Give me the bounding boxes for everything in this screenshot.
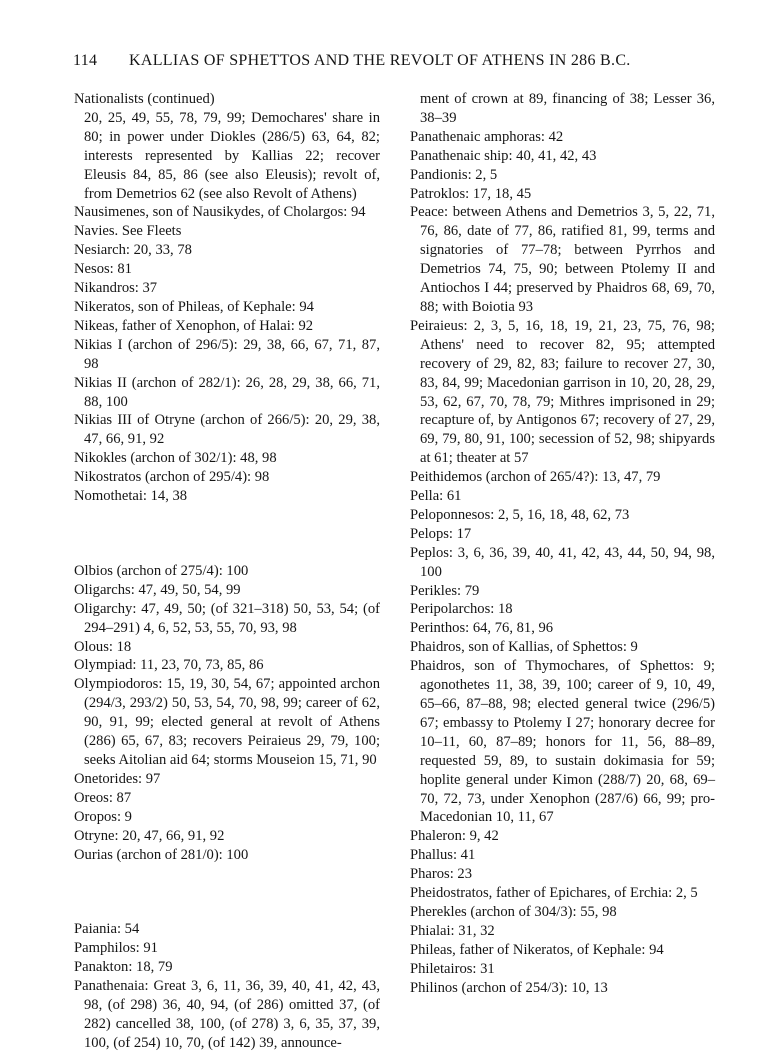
index-entry: Navies. See Fleets <box>74 223 182 240</box>
index-entry: Philetairos: 31 <box>410 960 495 977</box>
index-entry: Phaleron: 9, 42 <box>410 828 499 845</box>
index-entry: Nomothetai: 14, 38 <box>74 488 188 505</box>
index-entry: Panakton: 18, 79 <box>74 959 173 976</box>
index-entry: Nikias III of Otryne (archon of 266/5): 20, 29, 38, 47, 66, 91, 92 <box>74 412 380 448</box>
index-entry: Otryne: 20, 47, 66, 91, 92 <box>74 827 225 844</box>
letter-group-divider <box>74 506 380 562</box>
index-entry: Onetorides: 97 <box>74 770 161 787</box>
index-entry: Olous: 18 <box>74 638 132 655</box>
index-entry: Nikeratos, son of Phileas, of Kephale: 94 <box>74 298 314 315</box>
index-entry: Patroklos: 17, 18, 45 <box>410 185 532 202</box>
index-entry: Pella: 61 <box>410 488 462 505</box>
index-entry: Nationalists (continued) <box>74 91 215 107</box>
index-entry-continuation: 20, 25, 49, 55, 78, 79, 99; Demochares' share in 80; in power under Diokles (286/5) 63, 64, 82; interests represented by Kallias 22; recover Eleusis 84, 85, 86 (see also Eleusis); revolt of, from Demetrios 62 (see also Revolt of Athens) <box>84 109 380 202</box>
index-entry: Nikandros: 37 <box>74 280 158 297</box>
index-entry: Panathenaia: Great 3, 6, 11, 36, 39, 40, 41, 42, 43, 98, (of 298) 36, 40, 94, (of 286) omitted 37, (of 282) cancelled 38, 100, (of 278) 3, 6, 35, 37, 39, 100, (of 254) 10, 70, (of 142) 39, announce- <box>74 978 380 1051</box>
index-entry: Nikias II (archon of 282/1): 26, 28, 29, 38, 66, 71, 88, 100 <box>74 374 380 410</box>
index-entry: Phileas, father of Nikeratos, of Kephale: 94 <box>410 941 664 958</box>
index-entry: Peiraieus: 2, 3, 5, 16, 18, 19, 21, 23, 75, 76, 98; Athens' need to recover 82, 95; attempted recovery of 29, 82, 83; failure to recover 27, 30, 83, 84, 99; Macedonian garrison in 10, 20, 28, 29, 53, 62, 67, 70, 78, 79; Mithres imprisoned in 29; recapture of, by Antigonos 67; recovery of 27, 29, 69, 79, 80, 91, 100; secession of 52, 98; shipyards at 61; theater at 57 <box>410 317 715 467</box>
index-entry-continuation: ment of crown at 89, financing of 38; Lesser 36, 38–39 <box>420 91 715 126</box>
running-title: KALLIAS OF SPHETTOS AND THE REVOLT OF ATHENS IN 286 B.C. <box>129 52 631 69</box>
index-entry: Pamphilos: 91 <box>74 940 158 957</box>
index-entry: Nikeas, father of Xenophon, of Halai: 92 <box>74 317 314 334</box>
index-entry: Ourias (archon of 281/0): 100 <box>74 846 249 863</box>
index-entry: Oropos: 9 <box>74 808 132 825</box>
index-entry: Paiania: 54 <box>74 921 140 938</box>
index-entry: Olympiad: 11, 23, 70, 73, 85, 86 <box>74 657 264 674</box>
index-entry: Nikostratos (archon of 295/4): 98 <box>74 469 270 486</box>
index-entry: Peripolarchos: 18 <box>410 601 513 618</box>
index-entry: Nesiarch: 20, 33, 78 <box>74 242 192 259</box>
index-entry: Perinthos: 64, 76, 81, 96 <box>410 620 554 637</box>
index-entry: Nikias I (archon of 296/5): 29, 38, 66, 67, 71, 87, 98 <box>74 336 380 372</box>
letter-group-divider <box>74 864 380 920</box>
index-entry: Olympiodoros: 15, 19, 30, 54, 67; appointed archon (294/3, 293/2) 50, 53, 54, 70, 98, 99; career of 62, 90, 91, 99; elected general at revolt of Athens (286) 65, 67, 83; recovers Peiraieus 29, 79, 100; seeks Aitolian aid 64; storms Mouseion 15, 71, 90 <box>74 676 380 768</box>
index-entry: Oligarchs: 47, 49, 50, 54, 99 <box>74 581 241 598</box>
index-entry: Phallus: 41 <box>410 847 476 864</box>
index-entry: Peloponnesos: 2, 5, 16, 18, 48, 62, 73 <box>410 506 630 523</box>
index-entry: Oligarchy: 47, 49, 50; (of 321–318) 50, 53, 54; (of 294–291) 4, 6, 52, 53, 55, 70, 93, 98 <box>74 600 380 636</box>
index-entry: Oreos: 87 <box>74 789 132 806</box>
index-column-left <box>74 90 380 1053</box>
index-entry: Phaidros, son of Kallias, of Sphettos: 9 <box>410 639 638 656</box>
index-entry: Olbios (archon of 275/4): 100 <box>74 562 249 579</box>
index-entry: Pharos: 23 <box>410 866 473 883</box>
index-entry: Nausimenes, son of Nausikydes, of Cholargos: 94 <box>74 204 366 221</box>
index-entry: Perikles: 79 <box>410 582 480 599</box>
index-entry: Philinos (archon of 254/3): 10, 13 <box>410 979 608 996</box>
index-entry: Pherekles (archon of 304/3): 55, 98 <box>410 903 617 920</box>
page-header <box>73 52 713 76</box>
index-entry: Peithidemos (archon of 265/4?): 13, 47, 79 <box>410 469 661 486</box>
index-column-right <box>410 90 715 998</box>
index-entry: Panathenaic amphoras: 42 <box>410 128 564 145</box>
index-entry: Panathenaic ship: 40, 41, 42, 43 <box>410 147 597 164</box>
index-entry: Phaidros, son of Thymochares, of Sphettos: 9; agonothetes 11, 38, 39, 100; career of 9, 10, 49, 65–66, 87–88, 98; elected general twice (296/5) 67; embassy to Ptolemy I 27; honorary decree for 10–11, 60, 87–89; honors for 11, 56, 88–89, requested 59, 89, to sustain dokimasia for 59; hoplite general under Kimon (288/7) 20, 68, 69–70, 72, 73, under Xenophon (287/6) 66, 99; pro-Macedonian 10, 11, 67 <box>410 658 715 826</box>
page-number: 114 <box>73 52 98 69</box>
index-entry: Peplos: 3, 6, 36, 39, 40, 41, 42, 43, 44, 50, 94, 98, 100 <box>410 544 715 580</box>
index-entry: Pelops: 17 <box>410 525 472 542</box>
index-entry: Peace: between Athens and Demetrios 3, 5, 22, 71, 76, 86, date of 77, 86, ratified 81, 99, terms and signatories of 77–78; between Pyrrhos and Demetrios 74, 75, 90; between Ptolemy II and Antiochos I 44; preserved by Phaidros 68, 69, 70, 88; with Boiotia 93 <box>410 204 715 315</box>
index-entry: Nikokles (archon of 302/1): 48, 98 <box>74 450 277 467</box>
index-entry: Nesos: 81 <box>74 261 132 278</box>
index-entry: Phialai: 31, 32 <box>410 922 495 939</box>
index-entry: Pheidostratos, father of Epichares, of Erchia: 2, 5 <box>410 885 698 902</box>
index-entry: Pandionis: 2, 5 <box>410 166 498 183</box>
